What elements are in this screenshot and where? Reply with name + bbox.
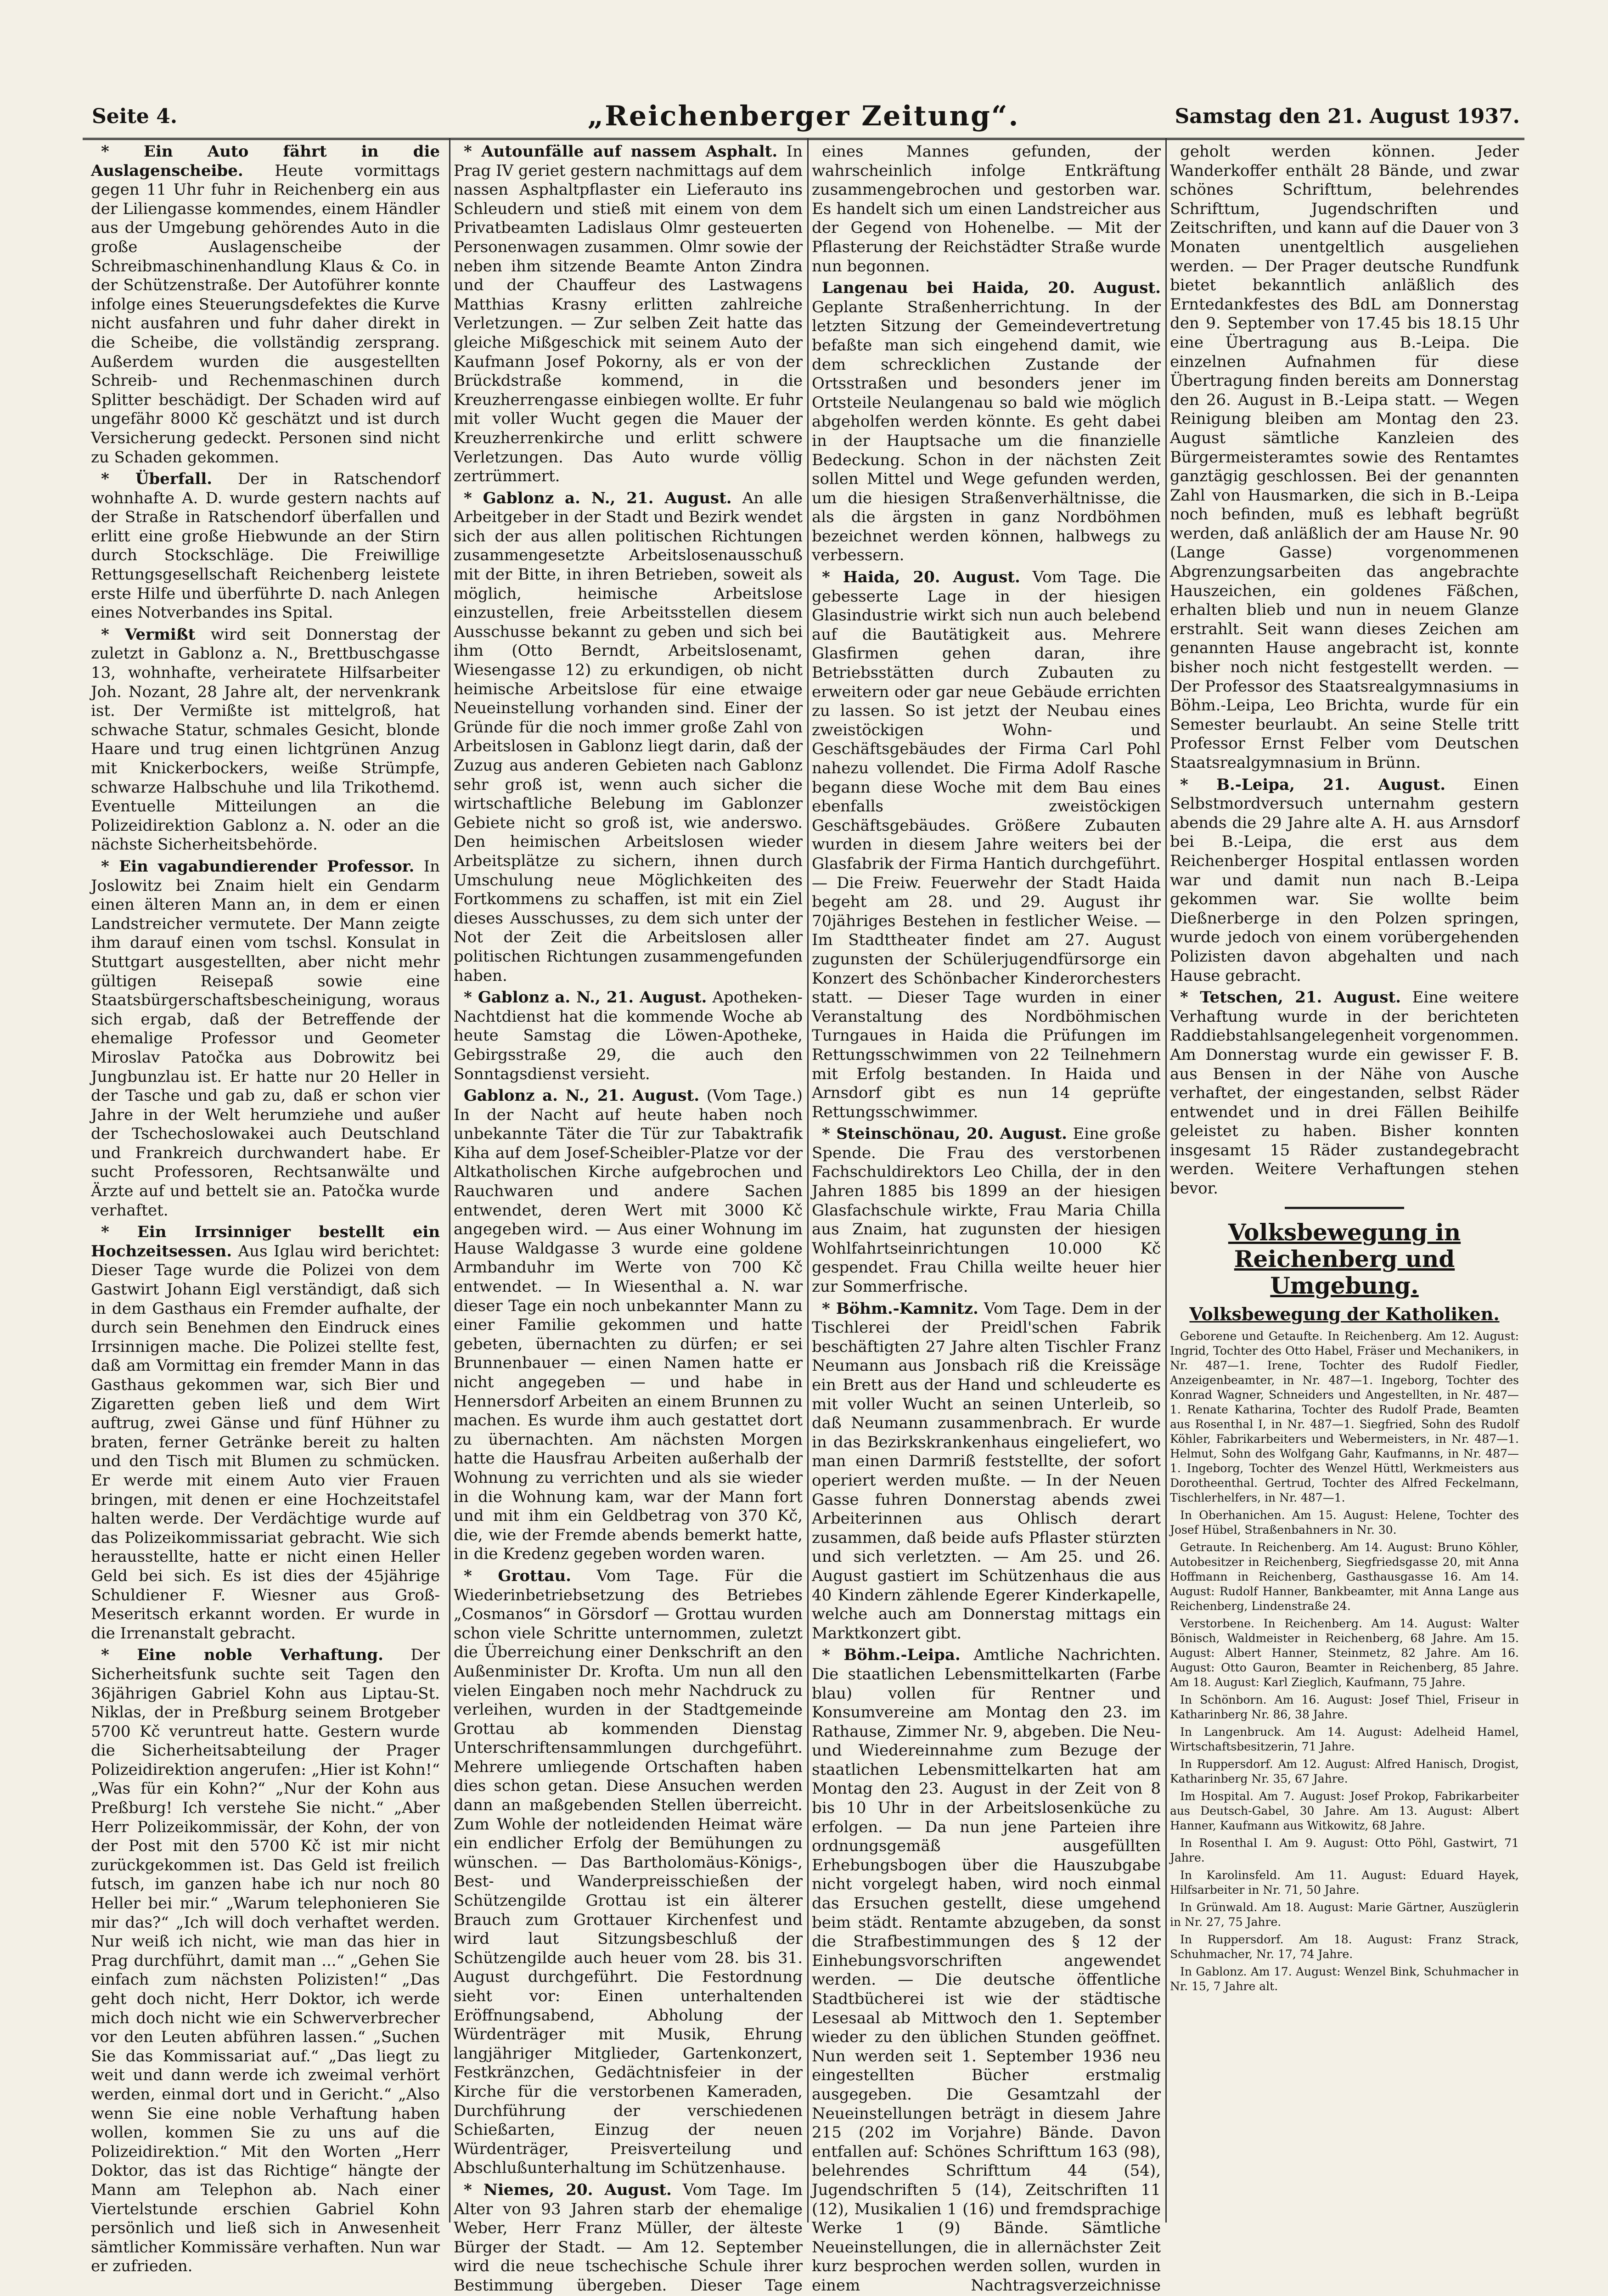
article-body: Vom Tage. Dem in der Tischlerei der Preidl'schen Fabrik beschäftigten 27 Jahre alten Tischler Franz Neumann aus Jonsbach riß die Kreissäge ein Brett aus der Hand und schleuderte es mit voller Wucht an seinen Unterleib, so daß Neumann zusammenbrach. Er wurde in das Bezirkskrankenhaus eingeliefert, wo man einen Darmriß feststellte, der sofort operiert werden mußte. — In der Neuen Gasse fuhren Donnerstag abends zwei Arbeiterinnen aus Ohlisch derart zusammen, daß beide aufs Pflaster stürzten und sich verletzten. — Am 25. und 26. August gastiert im Schützenhaus die aus 40 Kindern zählende Egerer Kinderkapelle, welche auch am Donnerstag mittags ein Marktkonzert gibt. <box>812 1299 1161 1643</box>
article-headline: * Böhm.-Leipa. <box>822 1646 961 1665</box>
article-paragraph <box>812 279 1161 565</box>
article-body: Vom Tage. Die gebesserte Lage in der hiesigen Glasindustrie wirkt sich nun auch belebend auf die Bautätigkeit aus. Mehrere Glasfirmen gehen daran, ihre Betriebsstätten durch Zubauten zu erweitern oder gar neue Gebäude errichten zu lassen. So ist jetzt der Neubau eines zweistöckigen Wohn- und Geschäftsgebäudes der Firma Carl Pohl nahezu vollendet. Die Firma Adolf Rasche begann diese Woche mit dem Bau eines ebenfalls zweistöckigen Geschäftsgebäudes. Größere Zubauten wurden in diesem Jahre weiters bei der Glasfabrik der Firma Hantich durchgeführt. — Die Freiw. Feuerwehr der Stadt Haida begeht am 28. und 29. August ihr 70jähriges Bestehen in festlicher Weise. — Im Stadttheater findet am 27. August zugunsten der Schülerjugendfürsorge ein Konzert des Schönbacher Kinderorchesters statt. — Dieser Tage wurden in einer Veranstaltung des Nordböhmischen Turngaues in Haida die Prüfungen im Rettungsschwimmen von 22 Teilnehmern mit Erfolg bestanden. In Haida und Arnsdorf gibt es nun 14 geprüfte Rettungsschwimmer. <box>812 568 1161 1121</box>
vital-records-list <box>1170 1329 1519 1994</box>
column-4-articles <box>1170 142 1519 1199</box>
article-headline: * Gablonz a. N., 21. August. <box>464 988 707 1007</box>
article-headline: * Überfall. <box>101 470 213 489</box>
article-paragraph <box>454 1086 803 1564</box>
vital-record-entry: In Karolinsfeld. Am 11. August: Eduard Hayek, Hilfsarbeiter in Nr. 71, 50 Jahre. <box>1170 1868 1519 1897</box>
article-paragraph <box>91 1223 440 1643</box>
article-paragraph <box>812 1300 1161 1643</box>
article-headline: * Ein Irrsinniger bestellt ein Hochzeitsessen. <box>91 1223 440 1261</box>
section-subtitle: Volksbewegung der Katholiken. <box>1189 1303 1500 1324</box>
article-body: (Vom Tage.) In der Nacht auf heute haben noch unbekannte Täter die Tür zur Tabaktrafik Kiha auf dem Josef-Scheibler-Platze vor der Altkatholischen Kirche aufgebrochen und Rauchwaren und andere Sachen entwendet, deren Wert mit 3000 Kč angegeben wird. — Aus einer Wohnung im Hause Waldgasse 3 wurde eine goldene Armbanduhr im Werte von 700 Kč entwendet. — In Wiesenthal a. N. war dieser Tage ein noch unbekannter Mann zu einer Familie gekommen und hatte gebeten, übernachten zu dürfen; er sei Brunnenbauer — einen Namen hatte er nicht angegeben — und habe in Hennersdorf Arbeiten an einem Brunnen zu machen. Es wurde ihm auch gestattet dort zu übernachten. Am nächsten Morgen hatte die Hausfrau Arbeiten außerhalb der Wohnung zu verrichten und als sie wieder in die Wohnung kam, war der Mann fort und mit ihm ein Geldbetrag von 370 Kč, die, wie der Fremde abends bemerkt hatte, in die Kredenz gegeben worden waren. <box>454 1086 803 1564</box>
article-headline: * Autounfälle auf nassem Asphalt. <box>464 142 778 161</box>
column-rule <box>807 138 809 2223</box>
article-body: geholt werden können. Jeder Wanderkoffer enthält 28 Bände, und zwar schönes Schrifttum, belehrendes Schrifttum, Jugendschriften und Zeitschriften, und kann auf die Dauer von 3 Monaten unentgeltlich ausgeliehen werden. — Der Prager deutsche Rundfunk bietet bekanntlich anläßlich des Erntedankfestes des BdL am Donnerstag den 9. September von 17.45 bis 18.15 Uhr eine Übertragung aus B.-Leipa. Die einzelnen Aufnahmen für diese Übertragung finden bereits am Donnerstag den 26. August in B.-Leipa statt. — Wegen Reinigung bleiben am Montag den 23. August sämtliche Kanzleien des Bürgermeisteramtes sowie des Rentamtes ganztägig geschlossen. Bei der genannten Zahl von Hausmarken, die sich in B.-Leipa noch befinden, muß es lebhaft begrüßt werden, daß anläßlich der am Hause Nr. 90 (Lange Gasse) vorgenommenen Abgrenzungsarbeiten das angebrachte Hauszeichen, ein goldenes Fäßchen, erhalten blieb und nun in neuem Glanze erstrahlt. Seit wann dieses Zeichen am genannten Hause angebracht ist, konnte bisher noch nicht festgestellt werden. — Der Professor des Staatsrealgymnasiums in Böhm.-Leipa, Leo Brichta, wurde für ein Semester beurlaubt. An seine Stelle tritt Professor Ernst Felber vom Deutschen Staatsrealgymnasium in Brünn. <box>1170 142 1519 772</box>
column-rule <box>1165 138 1167 2223</box>
article-headline: * Gablonz a. N., 21. August. <box>464 489 732 507</box>
article-headline: * Haida, 20. August. <box>822 568 1020 587</box>
vital-record-entry: In Oberhanichen. Am 15. August: Helene, Tochter des Josef Hübel, Straßenbahners in Nr. 30. <box>1170 1508 1519 1537</box>
article-headline: Langenau bei Haida, 20. August. <box>822 279 1161 298</box>
article-headline: * Niemes, 20. August. <box>464 2180 672 2199</box>
article-headline: * Eine noble Verhaftung. <box>101 1646 383 1665</box>
article-body: Einen Selbstmordversuch unternahm gestern abends die 29 Jahre alte A. H. aus Arnsdorf bei B.-Leipa, die erst aus dem Reichenberger Hospital entlassen worden war und damit nun nach B.-Leipa gekommen war. Sie wollte beim Dießnerberge in den Polzen springen, wurde jedoch von einem vorübergehenden Polizisten davon abgehalten und nach Hause gebracht. <box>1170 775 1519 985</box>
column-1 <box>91 142 440 2276</box>
article-paragraph <box>1170 142 1519 773</box>
article-body: In Joslowitz bei Znaim hielt ein Gendarm einen älteren Mann an, in dem er einen Landstreicher vermutete. Der Mann zeigte ihm darauf einen vom tschsl. Konsulat in Stuttgart ausgestellten, aber nicht mehr gültigen Reisepaß sowie eine Staatsbürgerschaftsbescheinigung, woraus sich ergab, daß der Betreffende der ehemalige Professor und Geometer Miroslav Patočka aus Dobrowitz bei Jungbunzlau ist. Er hatte nur 20 Heller in der Tasche und gab zu, daß er schon vier Jahre in der Welt herumziehe und außer der Tschechoslowakei auch Deutschland und Frankreich durchwandert habe. Er sucht Professoren, Rechtsanwälte und Ärzte auf und bettelt sie an. Patočka wurde verhaftet. <box>91 857 440 1220</box>
article-body: Eine große Spende. Die Frau des verstorbenen Fachschuldirektors Leo Chilla, der in den Jahren 1885 bis 1899 an der hiesigen Glasfachschule wirkte, Frau Maria Chilla aus Znaim, hat zugunsten der hiesigen Wohlfahrtseinrichtungen 10.000 Kč gespendet. Frau Chilla weilte heuer hier zur Sommerfrische. <box>812 1125 1161 1296</box>
article-paragraph <box>812 568 1161 1122</box>
column-rule <box>449 138 450 2223</box>
article-headline: * Grottau. <box>464 1566 572 1585</box>
article-body: Eine weitere Verhaftung wurde in der berichteten Raddiebstahlsangelegenheit vorgenommen. Am Donnerstag wurde ein gewisser F. B. aus Bensen in der Nähe von Ausche verhaftet, der eingestanden, selbst Räder entwendet und in drei Fällen Beihilfe geleistet zu haben. Bisher konnten insgesamt 15 Räder zustandegebracht werden. Weitere Verhaftungen stehen bevor. <box>1170 988 1519 1198</box>
column-2 <box>454 142 803 2295</box>
vital-record-entry: In Gablonz. Am 17. August: Wenzel Bink, Schuhmacher in Nr. 15, 7 Jahre alt. <box>1170 1965 1519 1993</box>
article-paragraph <box>91 1646 440 2276</box>
vital-record-entry: In Ruppersdorf. Am 12. August: Alfred Hanisch, Drogist, Katharinberg Nr. 35, 67 Jahre. <box>1170 1757 1519 1786</box>
article-paragraph <box>454 988 803 1084</box>
issue-date: Samstag den 21. August 1937. <box>1175 105 1520 128</box>
article-headline: Gablonz a. N., 21. August. <box>464 1086 700 1105</box>
vital-record-entry: In Ruppersdorf. Am 18. August: Franz Strack, Schuhmacher, Nr. 17, 74 Jahre. <box>1170 1933 1519 1961</box>
vital-record-entry: Im Hospital. Am 7. August: Josef Prokop, Fabrikarbeiter aus Deutsch-Gabel, 30 Jahre. Am 13. August: Albert Hanner, Kaufmann aus Witkowitz, 68 Jahre. <box>1170 1790 1519 1833</box>
section-title: Volksbewegung in Reichenberg und Umgebung. <box>1228 1218 1461 1299</box>
vital-record-entry: In Rosenthal I. Am 9. August: Otto Pöhl, Gastwirt, 71 Jahre. <box>1170 1836 1519 1865</box>
article-headline: * Ein vagabundierender Professor. <box>101 857 415 876</box>
article-body: An alle Arbeitgeber in der Stadt und Bezirk wendet sich der aus allen politischen Richtungen zusammengesetzte Arbeitslosenausschuß mit der Bitte, in ihren Betrieben, soweit als möglich, heimische Arbeitslose einzustellen, freie Arbeitsstellen diesem Ausschusse bekannt zu geben und sich bei ihm (Otto Berndt, Arbeitslosenamt, Wiesengasse 12) zu erkundigen, ob nicht heimische Arbeitslose für eine etwaige Neueinstellung vorhanden sind. Einer der Gründe für die noch immer große Zahl von Arbeitslosen in Gablonz liegt darin, daß der Zuzug aus anderen Gebieten nach Gablonz sehr groß ist, wenn auch sicher die wirtschaftliche Belebung im Gablonzer Gebiete nicht so groß ist, wie anderswo. Den heimischen Arbeitslosen wieder Arbeitsplätze zu sichern, ihnen durch Umschulung neue Möglichkeiten des Fortkommens zu schaffen, ist mit ein Ziel dieses Ausschusses, zu dem sich unter der Not der Zeit die Arbeitslosen aller politischen Richtungen zusammengefunden haben. <box>454 489 803 985</box>
article-paragraph <box>454 489 803 985</box>
vital-record-entry: Getraute. In Reichenberg. Am 14. August: Bruno Köhler, Autobesitzer in Reichenberg, Siegfriedsgasse 20, mit Anna Hoffmann in Reichenberg, Gasthausgasse 16. Am 14. August: Rudolf Hanner, Bankbeamter, mit Anna Lange aus Reichenberg, Lindenstraße 24. <box>1170 1541 1519 1613</box>
vital-record-entry: In Grünwald. Am 18. August: Marie Gärtner, Auszüglerin in Nr. 27, 75 Jahre. <box>1170 1901 1519 1929</box>
article-headline: * Ein Auto fährt in die Auslagenscheibe. <box>91 142 440 180</box>
article-headline: * B.-Leipa, 21. August. <box>1180 775 1446 794</box>
article-paragraph <box>454 1567 803 2178</box>
page-header <box>83 96 1524 140</box>
column-3 <box>812 142 1161 2295</box>
vital-record-entry: In Schönborn. Am 16. August: Josef Thiel, Friseur in Katharinberg Nr. 86, 38 Jahre. <box>1170 1693 1519 1722</box>
article-body: Geplante Straßenherrichtung. In der letzten Sitzung der Gemeindevertretung befaßte man sich eingehend damit, wie dem schrecklichen Zustande der Ortsstraßen und besonders jener im Ortsteile Neulangenau so bald wie möglich abgeholfen werden könnte. Es geht dabei in der Hauptsache um die finanzielle Bedeckung. Schon in der nächsten Zeit sollen Mittel und Wege gefunden werden, um die hiesigen Straßenverhältnisse, die als die ärgsten in ganz Nordböhmen bezeichnet werden können, halbwegs zu verbessern. <box>812 298 1161 565</box>
article-paragraph <box>812 1125 1161 1296</box>
article-body: eines Mannes gefunden, der wahrscheinlich infolge Entkräftung zusammengebrochen und gestorben war. Es handelt sich um einen Landstreicher aus der Gegend von Hohenelbe. — Mit der Pflasterung der Reichstädter Straße wurde nun begonnen. <box>812 142 1161 276</box>
article-paragraph <box>812 1646 1161 2296</box>
article-headline: * Böhm.-Kamnitz. <box>822 1299 978 1318</box>
vital-record-entry: Verstorbene. In Reichenberg. Am 14. August: Walter Bönisch, Waldmeister in Reichenberg, 68 Jahre. Am 15. August: Albert Hanner, Steinmetz, 82 Jahre. Am 16. August: Otto Gauron, Beamter in Reichenberg, 85 Jahre. Am 18. August: Karl Zieglich, Kaufmann, 75 Jahre. <box>1170 1617 1519 1689</box>
article-body: In Prag IV geriet gestern nachmittags auf dem nassen Asphaltpflaster ein Lieferauto ins Schleudern und stieß mit einem von dem Privatbeamten Ladislaus Olmr gesteuerten Personenwagen zusammen. Olmr sowie der neben ihm sitzende Beamte Anton Zindra und der Chauffeur des Lastwagens Matthias Krasny erlitten zahlreiche Verletzungen. — Zur selben Zeit hatte das gleiche Mißgeschick mit seinem Auto der Kaufmann Josef Pokorny, als er von der Brückdstraße kommend, in die Kreuzherrengasse einbiegen wollte. Er fuhr mit voller Wucht gegen die Mauer der Kreuzherrenkirche und erlitt schwere Verletzungen. Das Auto wurde völlig zertrümmert. <box>454 142 803 486</box>
article-headline: * Steinschönau, 20. August. <box>822 1125 1067 1143</box>
article-body: Vom Tage. Für die Wiederinbetriebsetzung des Betriebes „Cosmanos“ in Görsdorf — Grottau wurden schon viele Schritte unternommen, zuletzt die Überreichung einer Denkschrift an den Außenminister Dr. Krofta. Um nun all den vielen Eingaben noch mehr Nachdruck zu verleihen, wurden in der Stadtgemeinde Grottau ab kommenden Dienstag Unterschriftensammlungen durchgeführt. Mehrere umliegende Ortschaften haben dies schon getan. Diese Ansuchen werden dann an maßgebenden Stellen überreicht. Zum Wohle der notleidenden Heimat wäre ein endlicher Erfolg der Bemühungen zu wünschen. — Das Bartholomäus-Königs-, Best- und Wanderpreisschießen der Schützengilde Grottau ist ein älterer Brauch zum Grottauer Kirchenfest und wird laut Sitzungsbeschluß der Schützengilde auch heuer vom 28. bis 31. August durchgeführt. Die Festordnung sieht vor: Einen unterhaltenden Eröffnungsabend, Abholung der Würdenträger mit Musik, Ehrung langjähriger Mitglieder, Gartenkonzert, Festkränzchen, Gedächtnisfeier in der Kirche für die verstorbenen Kameraden, Durchführung der verschiedenen Schießarten, Einzug der neuen Würdenträger, Preisverteilung und Abschlußunterhaltung im Schützenhause. <box>454 1566 803 2178</box>
article-body: Der in Ratschendorf wohnhafte A. D. wurde gestern nachts auf der Straße in Ratschendorf überfallen und erlitt eine große Hiebwunde an der Stirn durch Stockschläge. Die Freiwillige Rettungsgesellschaft Reichenberg leistete erste Hilfe und überführte D. nach Anlegen eines Notverbandes ins Spital. <box>91 470 440 622</box>
column-4 <box>1170 142 1519 2218</box>
article-body: Vom Tage. Im Alter von 93 Jahren starb der ehemalige Weber, Herr Franz Müller, der älteste Bürger der Stadt. — Am 12. September wird die neue tschechische Schule ihrer Bestimmung übergeben. Dieser Tage <box>454 2180 803 2295</box>
article-paragraph <box>91 857 440 1220</box>
vital-record-entry: Geborene und Getaufte. In Reichenberg. Am 12. August: Ingrid, Tochter des Otto Habel, Fräser und Mechanikers, in Nr. 487—1. Irene, Tochter des Rudolf Fiedler, Anzeigenbeamter, in Nr. 487—1. Ingeborg, Tochter des Konrad Wagner, Schneiders und Angestellten, in Nr. 487—1. Renate Katharina, Tochter des Rudolf Prade, Beamten aus Rosenthal I, in Nr. 487—1. Siegfried, Sohn des Rudolf Köhler, Fabrikarbeiters und Webermeisters, in Nr. 487—1. Helmut, Sohn des Wolfgang Gahr, Kaufmanns, in Nr. 487—1. Ingeborg, Tochter des Wenzel Hüttl, Werkmeisters aus Dorotheenthal. Gertrud, Tochter des Alfred Feckelmann, Tischlerhelfers, in Nr. 487—1. <box>1170 1329 1519 1505</box>
section-separator <box>1285 1207 1404 1209</box>
article-paragraph <box>454 142 803 486</box>
article-body: Amtliche Nachrichten. Die staatlichen Lebensmittelkarten (Farbe blau) vollen für Rentner und Konsumvereine am Montag den 23. im Rathause, Zimmer Nr. 9, abgeben. Die Neu- und Wiedereinnahme zum Bezuge der staatlichen Lebensmittelkarten hat am Montag den 23. August in der Zeit von 8 bis 10 Uhr in der Arbeitslosenküche zu erfolgen. — Da nun jene Parteien ihre ordnungsgemäß ausgefüllten Erhebungsbogen über die Hauszubgabe nicht vorgelegt haben, wird noch einmal das Ersuchen gestellt, diese umgehend beim städt. Rentamte abzugeben, da sonst die Strafbestimmungen des § 12 der Einhebungsvorschriften angewendet werden. — Die deutsche öffentliche Stadtbücherei ist wie der städtische Lesesaal ab Mittwoch den 1. September wieder zu den üblichen Stunden geöffnet. Nun werden seit 1. September 1936 neu eingestellten Bücher erstmalig ausgegeben. Die Gesamtzahl der Neueinstellungen beträgt in diesem Jahre 215 (202 im Vorjahre) Bände. Davon entfallen auf: Schönes Schrifttum 163 (98), belehrendes Schrifttum 44 (54), Jugendschriften 5 (14), Zeitschriften 11 (12), Musikalien 1 (16) und fremdsprachige Werke 1 (9) Bände. Sämtliche Neueinstellungen, die in allernächster Zeit kurz besprochen werden sollen, wurden in einem Nachtragsverzeichnisse <box>812 1646 1161 2295</box>
article-paragraph <box>454 2181 803 2296</box>
article-paragraph <box>91 142 440 467</box>
article-headline: * Tetschen, 21. August. <box>1180 988 1401 1007</box>
article-body: Apotheken-Nachtdienst hat die kommende Woche ab heute Samstag die Löwen-Apotheke, Gebirgsstraße 29, die auch den Sonntagsdienst versieht. <box>454 988 803 1083</box>
article-body: Der Sicherheitsfunk suchte seit Tagen den 36jährigen Gabriel Kohn aus Liptau-St. Niklas, der in Preßburg seinem Brotgeber 5700 Kč veruntreut hatte. Gestern wurde die Sicherheitsabteilung der Prager Polizeidirektion angerufen: „Hier ist Kohn!“ „Was für ein Kohn?“ „Nur der Kohn aus Preßburg! Ich verstehe Sie nicht.“ „Aber Herr Polizeikommissär, der Kohn, der von der Post mit den 5700 Kč ist mir nicht zurückgekommen ist. Das Geld ist freilich futsch, im ganzen habe ich nur noch 80 Heller bei mir.“ „Warum telephonieren Sie mir das?“ „Ich will doch verhaftet werden. Nur weiß ich nicht, wie man das hier in Prag durchführt, damit man ...“ „Gehen Sie einfach zum nächsten Polizisten!“ „Das geht doch nicht, Herr Doktor, ich werde mich doch nicht wie ein Schwerverbrecher vor den Leuten abführen lassen.“ „Suchen Sie das Kommissariat auf.“ „Das liegt zu weit und dann werde ich zweimal verhört werden, einmal dort und in Gericht.“ „Also wenn Sie eine noble Verhaftung haben wollen, kommen Sie zu uns auf die Polizeidirektion.“ Mit den Worten „Herr Doktor, das ist das Richtige“ hängte der Mann am Telephon ab. Nach einer Viertelstunde erschien Gabriel Kohn persönlich und ließ sich in Anwesenheit sämtlicher Kommissäre verhaften. Nun war er zufrieden. <box>91 1646 440 2276</box>
article-paragraph <box>812 142 1161 276</box>
article-headline: * Vermißt <box>101 625 196 644</box>
article-paragraph <box>1170 776 1519 986</box>
article-paragraph <box>1170 988 1519 1199</box>
article-body: Aus Iglau wird berichtet: Dieser Tage wurde die Polizei von dem Gastwirt Johann Eigl verständigt, daß sich in dem Gasthaus ein Fremder aufhalte, der durch sein Benehmen den Eindruck eines Irrsinnigen mache. Die Polizei stellte fest, daß am Vormittag ein fremder Mann in das Gasthaus gekommen war, sich Bier und Zigaretten geben ließ und dem Wirt auftrug, zwei Gänse und fünf Hühner zu braten, ferner Getränke bereit zu halten und den Tisch mit Blumen zu schmücken. Er werde mit einem Auto vier Frauen bringen, mit denen er eine Hochzeitstafel halten werde. Der Verdächtige wurde auf das Polizeikommissariat gebracht. Wie sich herausstellte, hatte er nicht einen Heller Geld bei sich. Es ist dies der 45jährige Schuldiener F. Wiesner aus Groß-Meseritsch erkannt worden. Er wurde in die Irrenanstalt gebracht. <box>91 1242 440 1643</box>
article-body: Heute vormittags gegen 11 Uhr fuhr in Reichenberg ein aus der Liliengasse kommendes, einem Händler aus der Umgebung gehörendes Auto in die große Auslagenscheibe der Schreibmaschinenhandlung Klaus & Co. in der Schützenstraße. Der Autoführer konnte infolge eines Steuerungsdefektes die Kurve nicht ausfahren und fuhr daher direkt in die Scheibe, die vollständig zersprang. Außerdem wurden die ausgestellten Schreib- und Rechenmaschinen durch Splitter beschädigt. Der Schaden wird auf ungefähr 8000 Kč geschätzt und ist durch Versicherung gedeckt. Personen sind nicht zu Schaden gekommen. <box>91 161 440 467</box>
vital-record-entry: In Langenbruck. Am 14. August: Adelheid Hamel, Wirtschaftsbesitzerin, 71 Jahre. <box>1170 1725 1519 1754</box>
article-paragraph <box>91 470 440 623</box>
masthead-title: „Reichenberger Zeitung“. <box>587 100 1020 132</box>
article-paragraph <box>91 625 440 855</box>
article-body: wird seit Donnerstag der zuletzt in Gablonz a. N., Brettbuschgasse 13, wohnhafte, verheiratete Hilfsarbeiter Joh. Nozant, 28 Jahre alt, der nervenkrank ist. Der Vermißte ist mittelgroß, hat schwache Statur, schmales Gesicht, blonde Haare und trug einen lichtgrünen Anzug mit Knickerbockers, weiße Strümpfe, schwarze Halbschuhe und lila Trikothemd. Eventuelle Mitteilungen an die Polizeidirektion Gablonz a. N. oder an die nächste Sicherheitsbehörde. <box>91 625 440 854</box>
page-number: Seite 4. <box>92 105 178 128</box>
